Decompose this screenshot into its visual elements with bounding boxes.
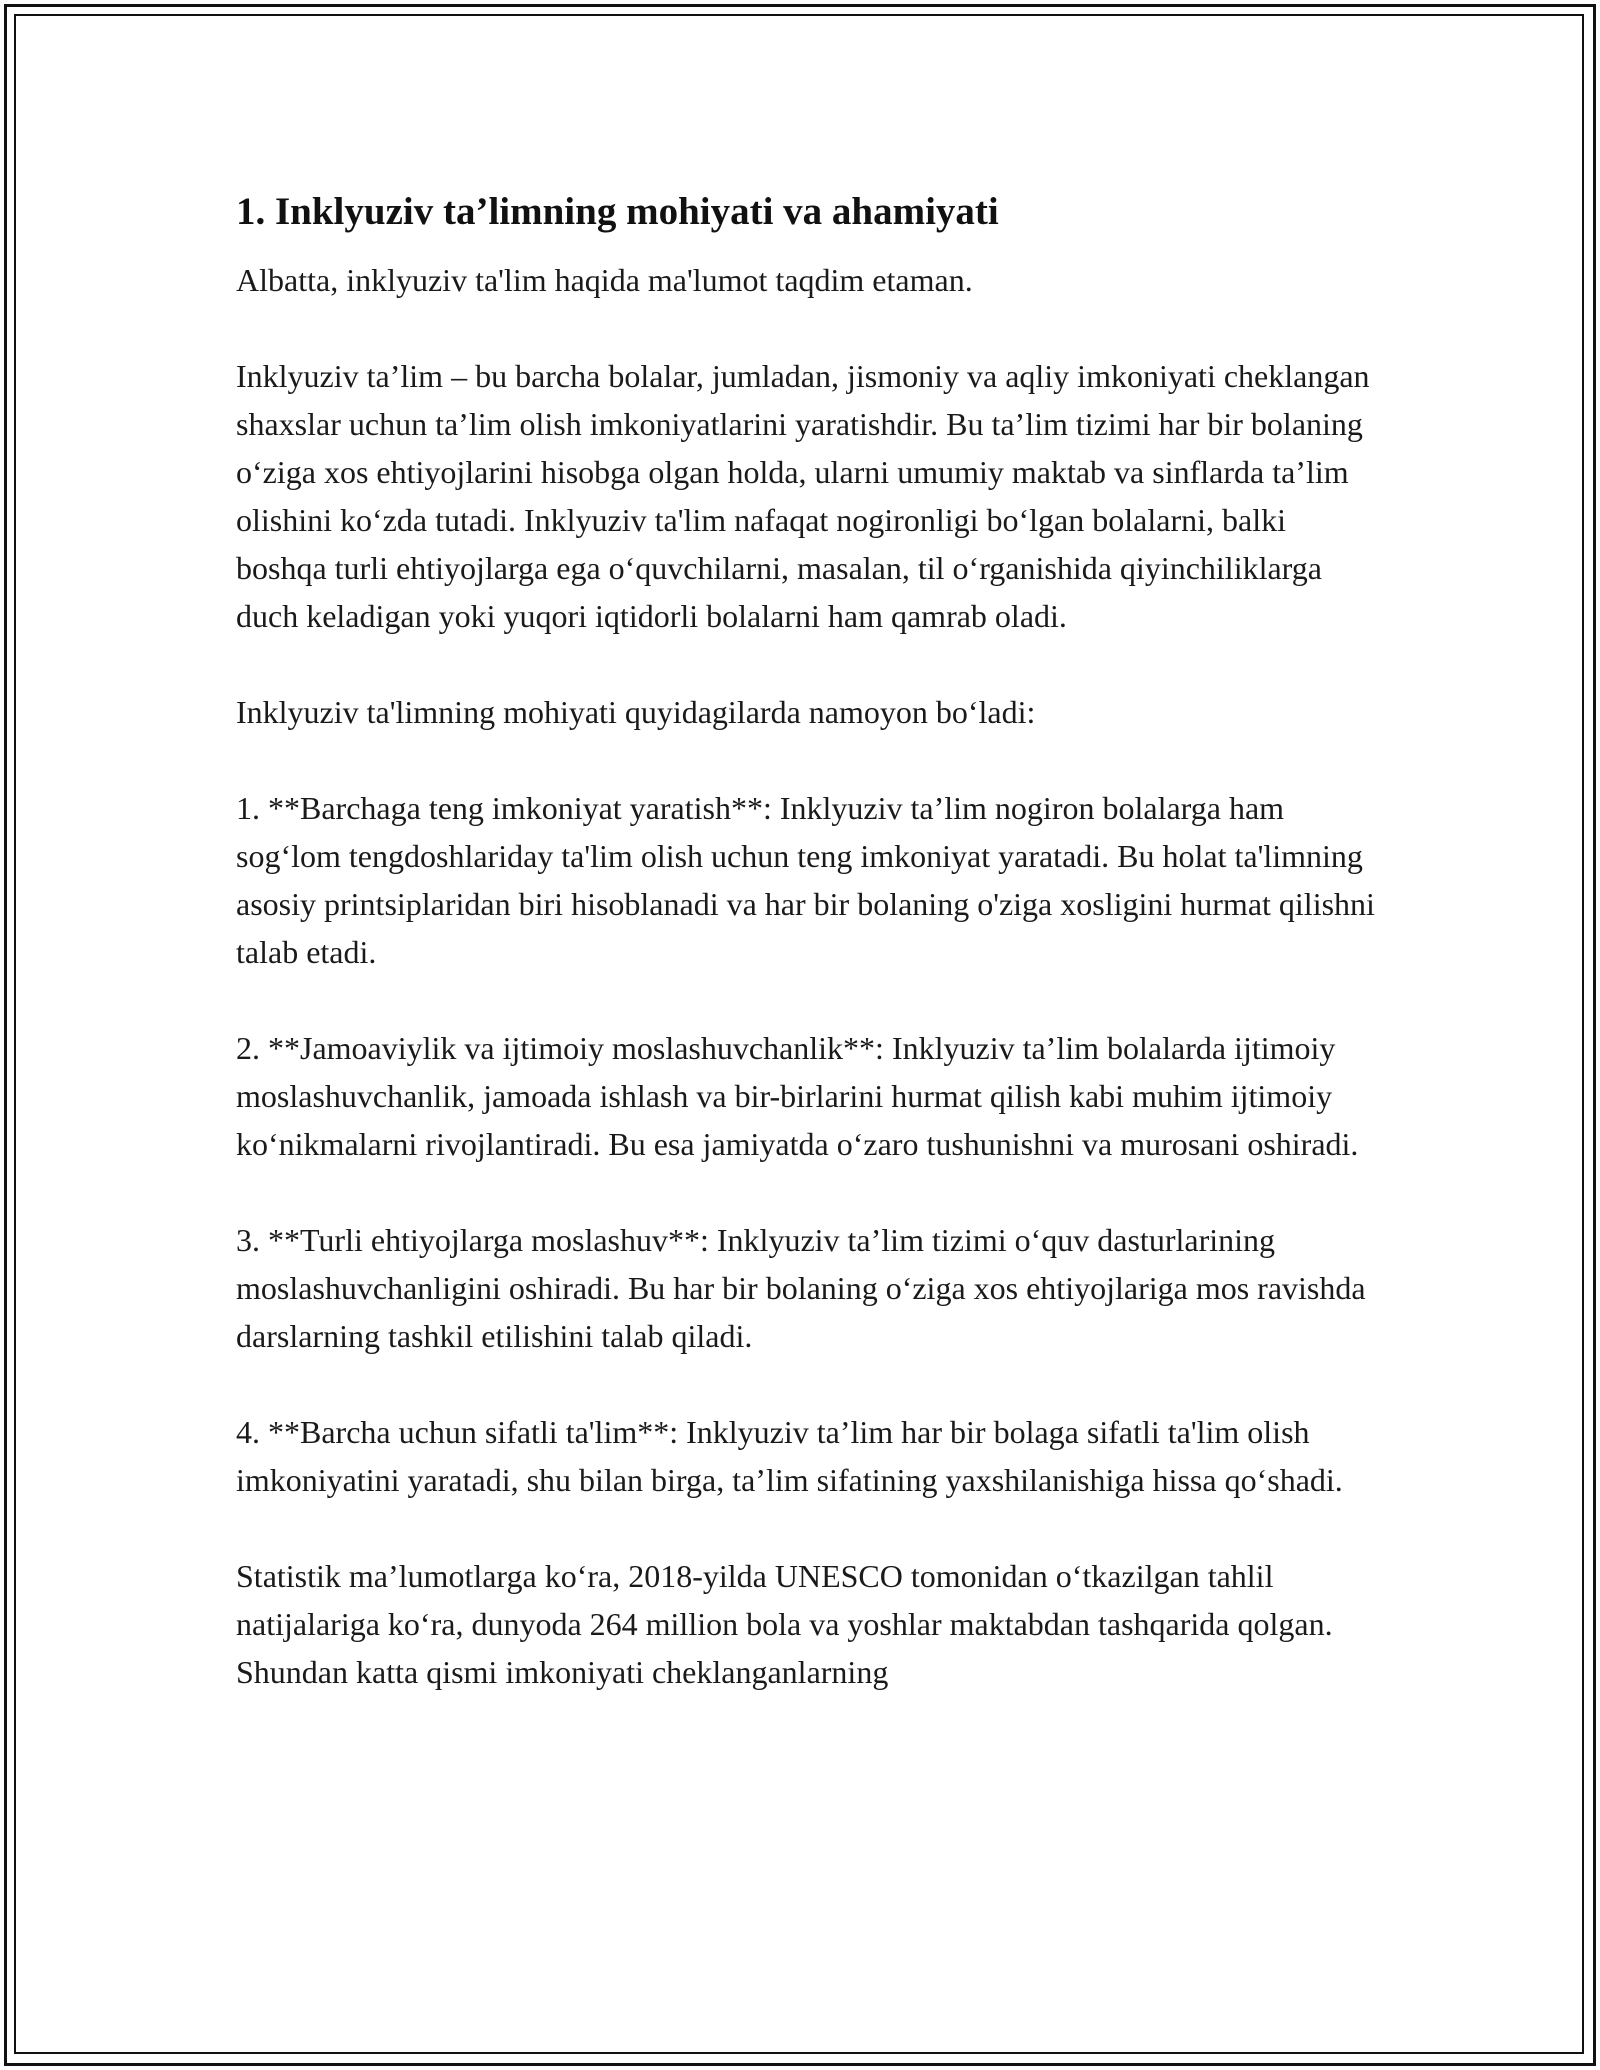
list-item-2: 2. **Jamoaviylik va ijtimoiy moslashuvchanlik**: Inklyuziv ta’lim bolalarda ijtimoiy moslashuvchanlik, jamoada ishlash va bir-birlarini hurmat qilish kabi muhim ijtimoiy ko‘nikmalarni rivojlantiradi. Bu esa jamiyatda o‘zaro tushunishni va murosani oshiradi.	[236, 1030, 1359, 1162]
definition-paragraph: Inklyuziv ta’lim – bu barcha bolalar, jumladan, jismoniy va aqliy imkoniyati cheklangan shaxslar uchun ta’lim olish imkoniyatlarini yaratishdir. Bu ta’lim tizimi har bir bolaning o‘ziga xos ehtiyojlarini hisobga olgan holda, ularni umumiy maktab va sinflarda ta’lim olishini ko‘zda tutadi. Inklyuziv ta'lim nafaqat nogironligi bo‘lgan bolalarni, balki boshqa turli ehtiyojlarga ega o‘quvchilarni, masalan, til o‘rganishida qiyinchiliklarga duch keladigan yoki yuqori iqtidorli bolalarni ham qamrab oladi.	[236, 358, 1370, 634]
statistics-paragraph: Statistik ma’lumotlarga ko‘ra, 2018-yilda UNESCO tomonidan o‘tkazilgan tahlil natijalariga ko‘ra, dunyoda 264 million bola va yoshlar maktabdan tashqarida qolgan. Shundan katta qismi imkoniyati cheklanganlarning	[236, 1558, 1333, 1690]
list-item-3: 3. **Turli ehtiyojlarga moslashuv**: Inklyuziv ta’lim tizimi o‘quv dasturlarining moslashuvchanligini oshiradi. Bu har bir bolaning o‘ziga xos ehtiyojlariga mos ravishda darslarning tashkil etilishini talab qiladi.	[236, 1222, 1366, 1354]
essence-lead-paragraph: Inklyuziv ta'limning mohiyati quyidagilarda namoyon bo‘ladi:	[236, 694, 1036, 730]
list-item-4: 4. **Barcha uchun sifatli ta'lim**: Inklyuziv ta’lim har bir bolaga sifatli ta'lim olish imkoniyatini yaratadi, shu bilan birga, ta’lim sifatining yaxshilanishiga hissa qo‘shadi.	[236, 1414, 1343, 1498]
document-body	[236, 188, 1376, 1696]
intro-paragraph: Albatta, inklyuziv ta'lim haqida ma'lumot taqdim etaman.	[236, 262, 973, 298]
section-title: 1. Inklyuziv ta’limning mohiyati va ahamiyati	[236, 190, 999, 233]
list-item-1: 1. **Barchaga teng imkoniyat yaratish**: Inklyuziv ta’lim nogiron bolalarga ham sog‘lom tengdoshlariday ta'lim olish uchun teng imkoniyat yaratadi. Bu holat ta'limning asosiy printsiplaridan biri hisoblanadi va har bir bolaning o'ziga xosligini hurmat qilishni talab etadi.	[236, 790, 1375, 970]
